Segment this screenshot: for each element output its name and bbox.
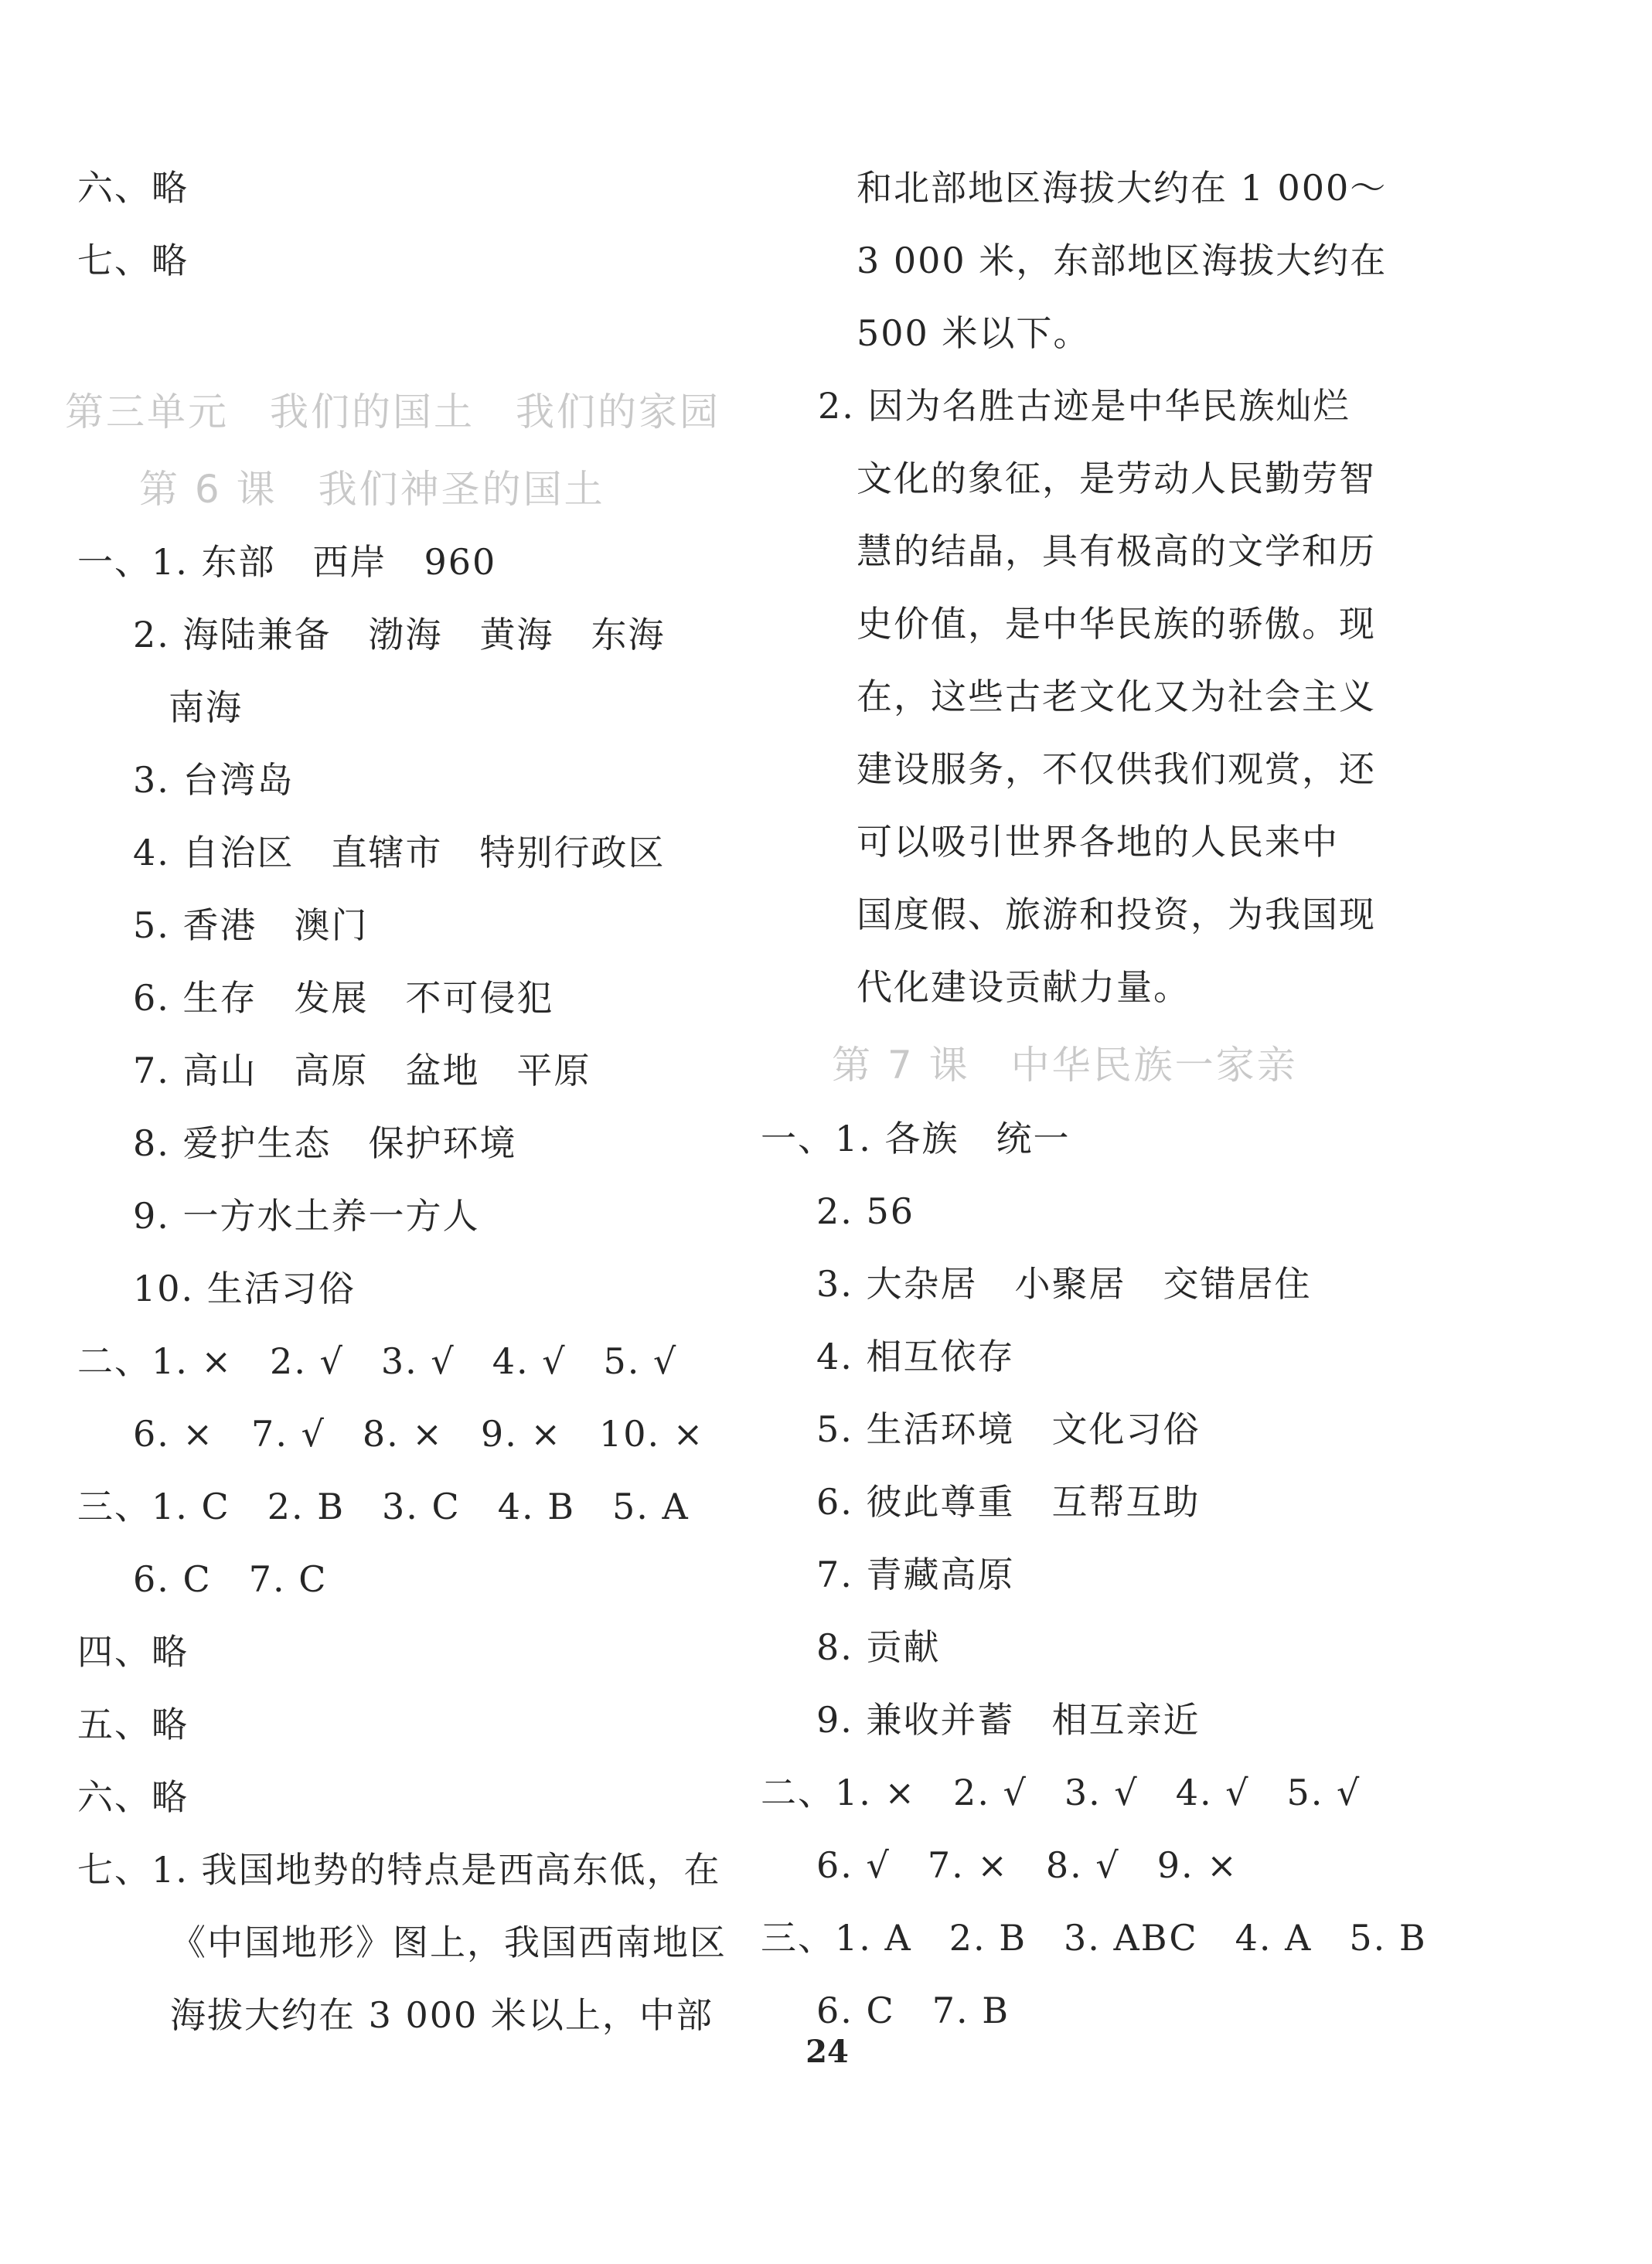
- answer-line: 在，这些古老文化又为社会主义: [857, 676, 1376, 717]
- answer-line: 和北部地区海拔大约在 1 000～: [857, 167, 1388, 209]
- answer-line: 史价值，是中华民族的骄傲。现: [857, 603, 1376, 645]
- answer-line: 7. 青藏高原: [816, 1554, 1015, 1595]
- answer-line: 7. 高山 高原 盆地 平原: [133, 1050, 591, 1091]
- answer-line: 500 米以下。: [857, 312, 1091, 354]
- answer-line: 8. 爱护生态 保护环境: [133, 1122, 517, 1164]
- answer-line: 3 000 米，东部地区海拔大约在: [857, 240, 1388, 281]
- answer-line: 9. 兼收并蓄 相互亲近: [816, 1699, 1201, 1741]
- answer-line: 二、1. × 2. √ 3. √ 4. √ 5. √: [77, 1340, 678, 1382]
- answer-line: 慧的结晶，具有极高的文学和历: [857, 530, 1376, 572]
- answer-line: 6. 生存 发展 不可侵犯: [133, 977, 554, 1019]
- answer-line: 6. C 7. C: [133, 1558, 328, 1600]
- answer-line: 6. √ 7. × 8. √ 9. ×: [816, 1844, 1238, 1886]
- answer-line: 6. C 7. B: [816, 1990, 1010, 2031]
- answer-line: 七、略: [77, 240, 189, 281]
- answer-line: 5. 香港 澳门: [133, 904, 369, 946]
- answer-line: 9. 一方水土养一方人: [133, 1195, 480, 1237]
- answer-line: 南海: [169, 686, 243, 728]
- answer-line: 六、略: [77, 167, 189, 209]
- answer-line: 2. 海陆兼备 渤海 黄海 东海: [133, 614, 666, 655]
- answer-line: 三、1. A 2. B 3. ABC 4. A 5. B: [761, 1917, 1427, 1959]
- answer-line: 二、1. × 2. √ 3. √ 4. √ 5. √: [761, 1772, 1361, 1813]
- answer-line: 七、1. 我国地势的特点是西高东低，在: [77, 1849, 721, 1891]
- answer-line: 3. 台湾岛: [133, 759, 295, 801]
- answer-line: 4. 自治区 直辖市 特别行政区: [133, 832, 666, 873]
- answer-line: 《中国地形》图上，我国西南地区: [170, 1922, 727, 1963]
- answer-line: 五、略: [77, 1704, 189, 1745]
- answer-line: 一、1. 东部 西岸 960: [77, 541, 497, 583]
- answer-line: 5. 生活环境 文化习俗: [816, 1408, 1201, 1450]
- answer-line: 文化的象征，是劳动人民勤劳智: [857, 458, 1376, 499]
- answer-line: 代化建设贡献力量。: [857, 966, 1190, 1008]
- answer-line: 建设服务，不仅供我们观赏，还: [857, 748, 1376, 790]
- answer-line: 10. 生活习俗: [133, 1268, 356, 1309]
- lesson-heading: 第 6 课 我们神圣的国土: [139, 467, 605, 512]
- answer-line: 6. 彼此尊重 互帮互助: [816, 1481, 1201, 1523]
- answer-line: 3. 大杂居 小聚居 交错居住: [816, 1263, 1312, 1305]
- answer-line: 可以吸引世界各地的人民来中: [857, 821, 1339, 863]
- lesson-heading: 第 7 课 中华民族一家亲: [832, 1043, 1298, 1088]
- unit-heading: 第三单元 我们的国土 我们的家园: [65, 390, 720, 434]
- answer-line: 2. 因为名胜古迹是中华民族灿烂: [818, 385, 1351, 427]
- answer-line: 国度假、旅游和投资，为我国现: [857, 894, 1376, 935]
- answer-line: 四、略: [77, 1631, 189, 1673]
- answer-line: 8. 贡献: [816, 1626, 941, 1668]
- answer-line: 三、1. C 2. B 3. C 4. B 5. A: [77, 1486, 690, 1527]
- answer-line: 六、略: [77, 1776, 189, 1818]
- answer-line: 6. × 7. √ 8. × 9. × 10. ×: [133, 1413, 705, 1455]
- answer-line: 海拔大约在 3 000 米以上，中部: [170, 1994, 714, 2036]
- page-number: 24: [806, 2034, 849, 2070]
- answer-line: 一、1. 各族 统一: [761, 1118, 1071, 1159]
- answer-line: 2. 56: [816, 1190, 915, 1232]
- answer-line: 4. 相互依存: [816, 1336, 1015, 1377]
